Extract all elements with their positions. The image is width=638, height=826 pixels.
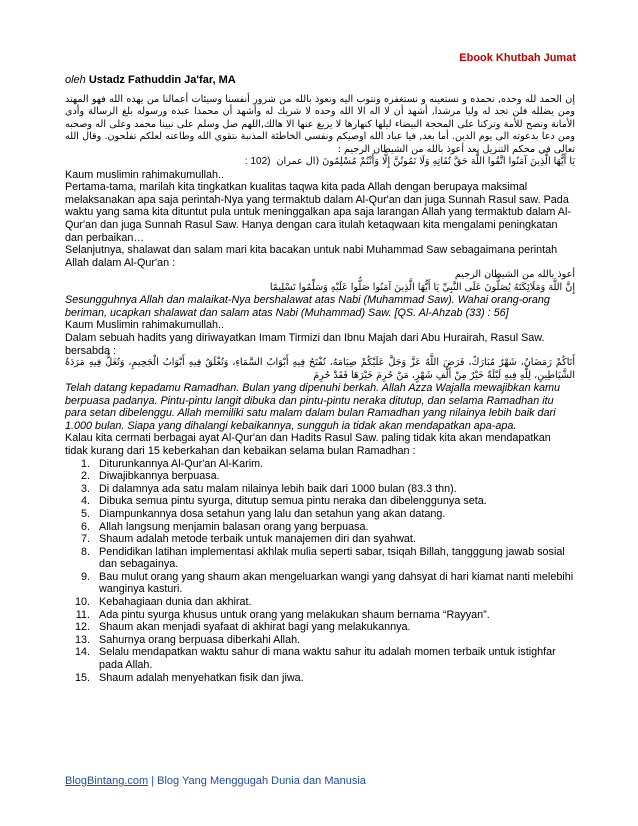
list-item: 15. Shaum adalah menyehatkan fisik dan jiwa. bbox=[93, 672, 575, 685]
ayah-al-ahzab: إِنَّ اللَّهَ وَمَلَائِكَتَهُ يُصَلُّونَ عَلَى النَّبِيِّ يَا أَيُّهَا الَّذِينَ آمَنُوا صَلُّوا عَلَيْهِ وَسَلِّمُوا تَسْلِيمًا bbox=[269, 281, 575, 293]
ebook-title: Ebook Khutbah Jumat bbox=[459, 52, 576, 64]
paragraph-taqwa: Pertama-tama, marilah kita tingkatkan kualitas taqwa kita pada Allah dengan berupaya maksimal melaksanakan apa saja perintah-Nya yang termaktub dalam Al-Qur'an dan juga Sunnah Rasul saw. Pada waktu yang sama kita dituntut pula untuk meninggalkan apa saja larangan Allah yang termaktub dalam Al-Qur'an dan juga Sunnah Rasul Saw. Hanya dengan cara itulah ketaqwaan kita mengalami peningkatan dan perbaikan… bbox=[65, 181, 571, 244]
author-line bbox=[65, 74, 236, 86]
blog-link[interactable]: BlogBintang.com bbox=[65, 775, 149, 787]
ayah-text: يَا أَيُّهَا الَّذِينَ آمَنُوا اتَّقُوا اللَّهَ حَقَّ تُقَاتِهِ وَلَا تَمُوتُنَّ إِلَّا وَأَنْتُمْ مُسْلِمُونَ (ال عمران bbox=[276, 156, 575, 168]
footer-tagline: Blog Yang Menggugah Dunia dan Manusia bbox=[157, 775, 366, 787]
author-prefix: oleh bbox=[65, 74, 86, 86]
list-item: 11. Ada pintu syurga khusus untuk orang yang melakukan shaum bernama “Rayyan”. bbox=[93, 609, 575, 622]
list-item: 9. Bau mulut orang yang shaum akan mengeluarkan wangi yang dahsyat di hari kiamat nanti melebihi wanginya kasturi. bbox=[93, 571, 575, 596]
list-item: 7. Shaum adalah metode terbaik untuk manajemen diri dan syahwat. bbox=[93, 533, 575, 546]
list-item: 8. Pendidikan latihan implementasi akhlak mulia seperti sabar, tsiqah Billah, tangggung jawab sosial dan sebagainya. bbox=[93, 546, 575, 571]
list-item: 4. Dibuka semua pintu syurga, ditutup semua pintu neraka dan dibelenggunya seta. bbox=[93, 495, 575, 508]
paragraph-shalawat: Selanjutnya, shalawat dan salam mari kita bacakan untuk nabi Muhammad Saw sebagaimana perintah Allah dalam Al-Qur'an : bbox=[65, 244, 558, 269]
list-item: 1. Diturunkannya Al-Qur'an Al-Karim. bbox=[93, 458, 575, 471]
author-name: Ustadz Fathuddin Ja'far, MA bbox=[88, 74, 236, 86]
list-item: 3. Di dalamnya ada satu malam nilainya lebih baik dari 1000 bulan (83.3 thn). bbox=[93, 483, 575, 496]
greeting-1: Kaum muslimin rahimakumullah.. bbox=[65, 168, 225, 181]
footer bbox=[65, 775, 366, 787]
list-item: 14. Selalu mendapatkan waktu sahur di mana waktu sahur itu adalah momen terbaik untuk istighfar pada Allah. bbox=[93, 646, 575, 671]
arabic-taawwudz: أعوذ بالله من الشيطان الرجيم bbox=[454, 269, 575, 281]
greeting-2: Kaum Muslimin rahimakumullah.. bbox=[65, 319, 225, 332]
keberkahan-list bbox=[65, 458, 575, 685]
list-item: 6. Allah langsung menjamin balasan orang yang berpuasa. bbox=[93, 521, 575, 534]
list-item: 2. Diwajibkannya berpuasa. bbox=[93, 470, 575, 483]
paragraph-keberkahan: Kalau kita cermati berbagai ayat Al-Qur'an dan Hadits Rasul Saw. paling tidak kita akan mendapatkan tidak kurang dari 15 keberkahan dan kebaikan selama bulan Ramadhan : bbox=[65, 432, 551, 457]
article-body bbox=[65, 94, 575, 684]
translation-hadith: Telah datang kepadamu Ramadhan. Bulan yang dipenuhi berkah. Allah Azza Wajalla mewajibkan kamu berpuasa padanya. Pintu-pintu langit dibuka dan pintu-pintu neraka ditutup, dan selama Ramadhan itu para setan dibelenggu. Allah memiliki satu malam dalam bulan Ramadhan yang nilainya lebih baik dari 1.000 bulan. Siapa yang dihalangi kebaikannya, sungguh ia tidak akan mendapatkan apa-apa. bbox=[65, 381, 560, 432]
ayah-reference: : 102) bbox=[244, 156, 271, 168]
ayah-ali-imran bbox=[65, 156, 575, 169]
arabic-opening: إن الحمد لله وحده, نحمده و نستعينه و نستغفره ونتوب اليه ونعوذ بالله من شرور أنفسنا وسيئات أعمالنا من يهده الله فهو المهتد ومن يضلله فلن تجد له وليا مرشدا, أشهد أن لا اله الا الله وحده لا شريك له وأشهد أن محمدا عبده ورسوله بلغ الرسالة وأدى الأمانة ونصح للأمة وتركنا على المحجة البيضاء ليلها كنهارها لا يزيغ عنها الا هالك,اللهم صل وسلم على نبينا محمد وعلى اله وصحبه ومن دعا بدعوته الى يوم الدين. أما بعد, فيا عباد الله اوصيكم ونفسي الخاطئة المذنبة بتقوى الله وطاعته لعلكم تفلحون. وقال الله تعالى في محكم التنزيل بعد أعوذ بالله من الشيطان الرجيم : bbox=[65, 94, 575, 155]
paragraph-hadith-intro: Dalam sebuah hadits yang diriwayatkan Imam Tirmizi dan Ibnu Majah dari Abu Hurairah, Rasul Saw. bersabda : bbox=[65, 331, 545, 357]
hadith-arabic: أَتَاكُمْ رَمَضَانُ، شَهْرٌ مُبَارَكٌ، فَرَضَ اللَّهُ عَزَّ وَجَلَّ عَلَيْكُمْ صِيَامَهُ، تُفْتَحُ فِيهِ أَبْوَابُ السَّمَاءِ، وَتُغْلَقُ فِيهِ أَبْوَابُ الْجَحِيمِ، وَتُغَلُّ فِيهِ مَرَدَةُ الشَّيَاطِينِ، لِلَّهِ فِيهِ لَيْلَةٌ خَيْرٌ مِنْ أَلْفِ شَهْرٍ، مَنْ حُرِمَ خَيْرَهَا فَقَدْ حُرِمَ bbox=[65, 357, 575, 381]
footer-separator: | bbox=[151, 775, 155, 787]
translation-al-ahzab: Sesungguhnya Allah dan malaikat-Nya bershalawat atas Nabi (Muhammad Saw). Wahai orang-orang beriman, ucapkan shalawat dan salam atas Nabi (Muhammad) Saw. [QS. Al-Ahzab (33) : 56] bbox=[65, 294, 550, 319]
list-item: 10. Kebahagiaan dunia dan akhirat. bbox=[93, 596, 575, 609]
list-item: 5. Diampunkannya dosa setahun yang lalu dan setahun yang akan datang. bbox=[93, 508, 575, 521]
list-item: 13. Sahurnya orang berpuasa diberkahi Allah. bbox=[93, 634, 575, 647]
list-item: 12. Shaum akan menjadi syafaat di akhirat bagi yang melakukannya. bbox=[93, 621, 575, 634]
